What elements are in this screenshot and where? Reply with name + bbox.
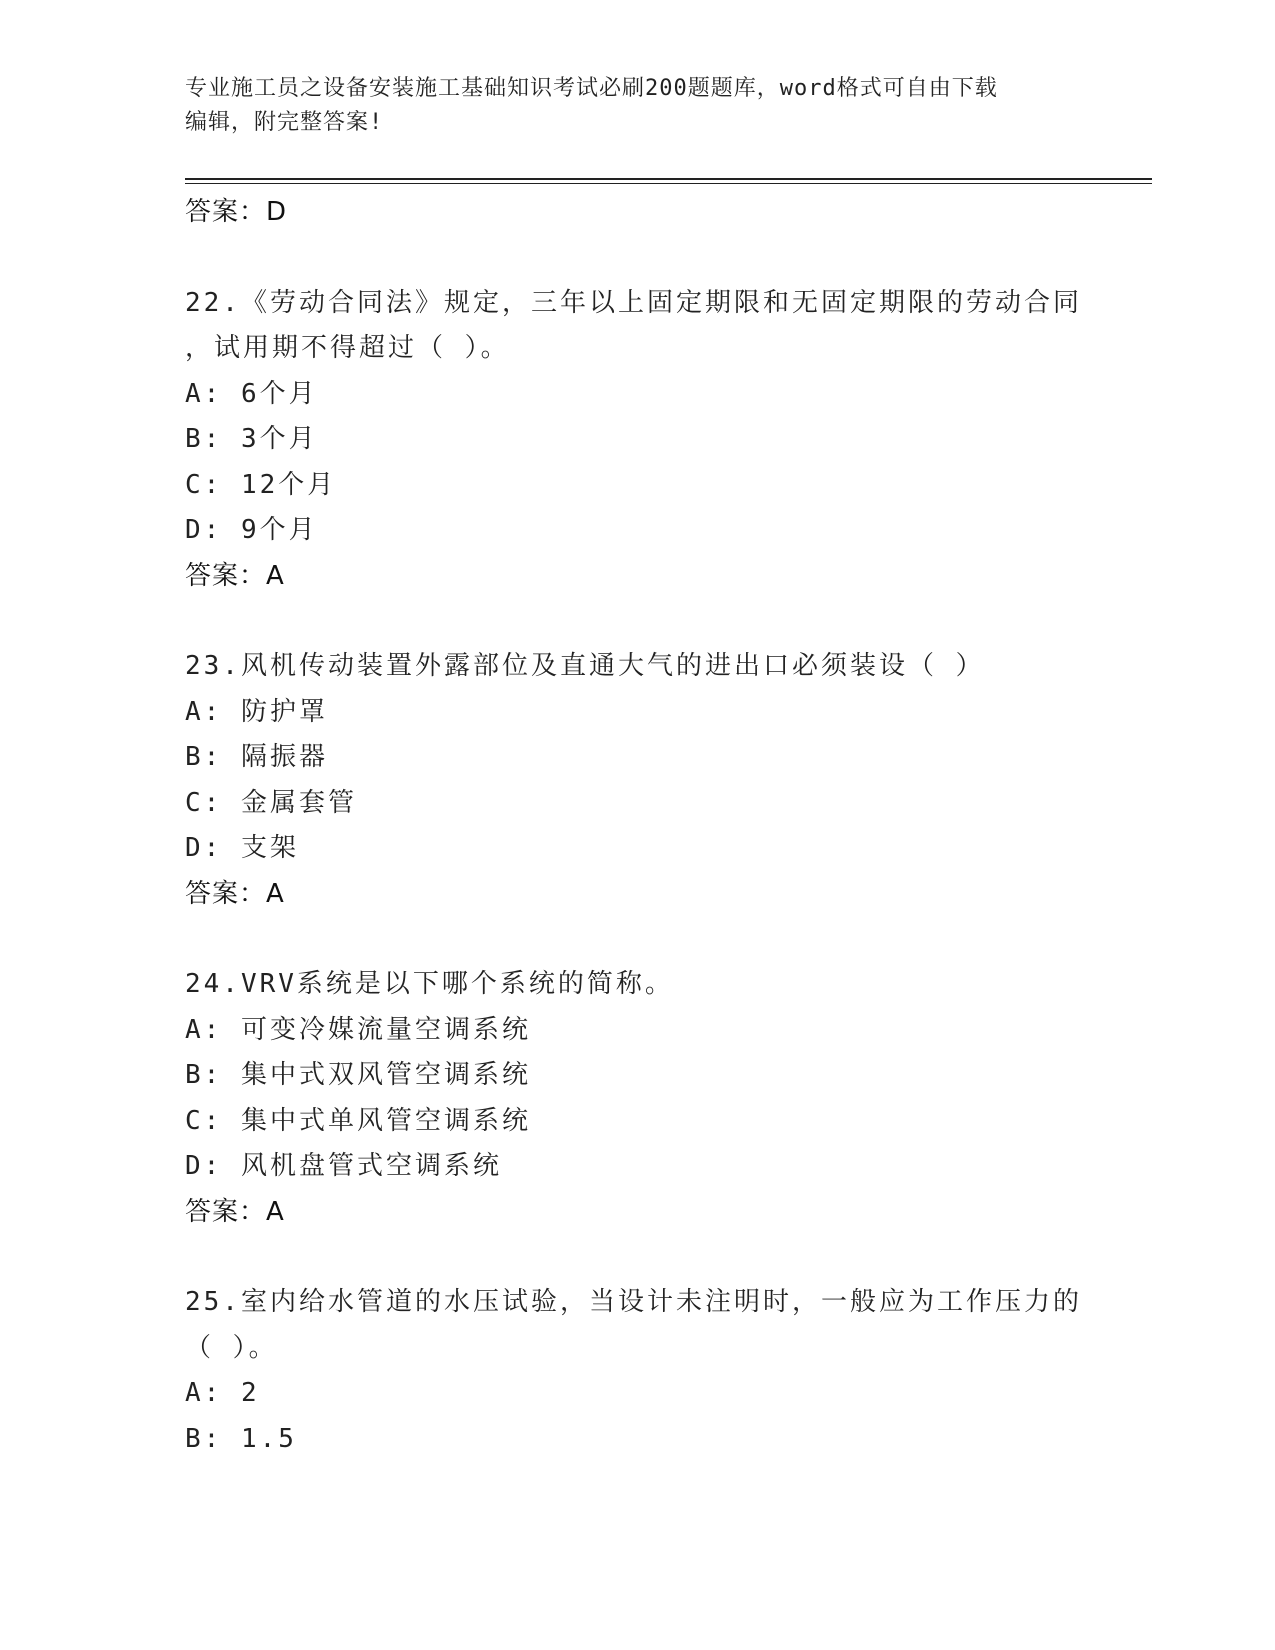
option-b: B: 1.5: [185, 1423, 297, 1454]
question-24: [185, 962, 1125, 1235]
spacer: [185, 599, 1125, 644]
answer-line: 答案：A: [185, 560, 285, 591]
question-23: [185, 644, 1125, 917]
spacer: [185, 917, 1125, 962]
question-stem-line: 23.风机传动装置外露部位及直通大气的进出口必须装设（ ）: [185, 651, 985, 681]
previous-answer: 答案：D: [185, 197, 288, 227]
question-stem-line: 24.VRV系统是以下哪个系统的简称。: [185, 969, 674, 999]
option-a: A: 可变冷媒流量空调系统: [185, 1014, 531, 1045]
option-a: A: 2: [185, 1378, 260, 1408]
option-a: A: 6个月: [185, 378, 318, 409]
answer-line: 答案：A: [185, 878, 285, 909]
option-b: B: 隔振器: [185, 742, 328, 772]
header-line-2: 编辑，附完整答案!: [185, 110, 384, 135]
header-divider-thick: [185, 178, 1152, 180]
question-stem-line: 25.室内给水管道的水压试验，当设计未注明时，一般应为工作压力的: [185, 1287, 1082, 1317]
option-c: C: 集中式单风管空调系统: [185, 1105, 531, 1136]
option-c: C: 12个月: [185, 469, 337, 500]
option-d: D: 9个月: [185, 515, 318, 545]
question-stem-line: ，试用期不得超过（ ）。: [185, 333, 510, 363]
spacer: [185, 236, 1125, 281]
document-header: [185, 72, 1085, 140]
question-25: [185, 1280, 1125, 1462]
option-b: B: 集中式双风管空调系统: [185, 1060, 531, 1090]
option-b: B: 3个月: [185, 424, 318, 454]
header-divider-thin: [185, 183, 1152, 184]
question-list: [185, 190, 1125, 1462]
option-a: A: 防护罩: [185, 696, 328, 727]
question-stem-line: 22.《劳动合同法》规定，三年以上固定期限和无固定期限的劳动合同: [185, 287, 1082, 318]
question-22: [185, 281, 1125, 600]
option-c: C: 金属套管: [185, 787, 357, 818]
question-stem-line: （ ）。: [185, 1332, 278, 1363]
header-line-1: 专业施工员之设备安装施工基础知识考试必刷200题题库，word格式可自由下载: [185, 76, 998, 101]
answer-line: 答案：A: [185, 1196, 285, 1227]
option-d: D: 风机盘管式空调系统: [185, 1151, 502, 1181]
option-d: D: 支架: [185, 833, 299, 863]
spacer: [185, 1235, 1125, 1280]
